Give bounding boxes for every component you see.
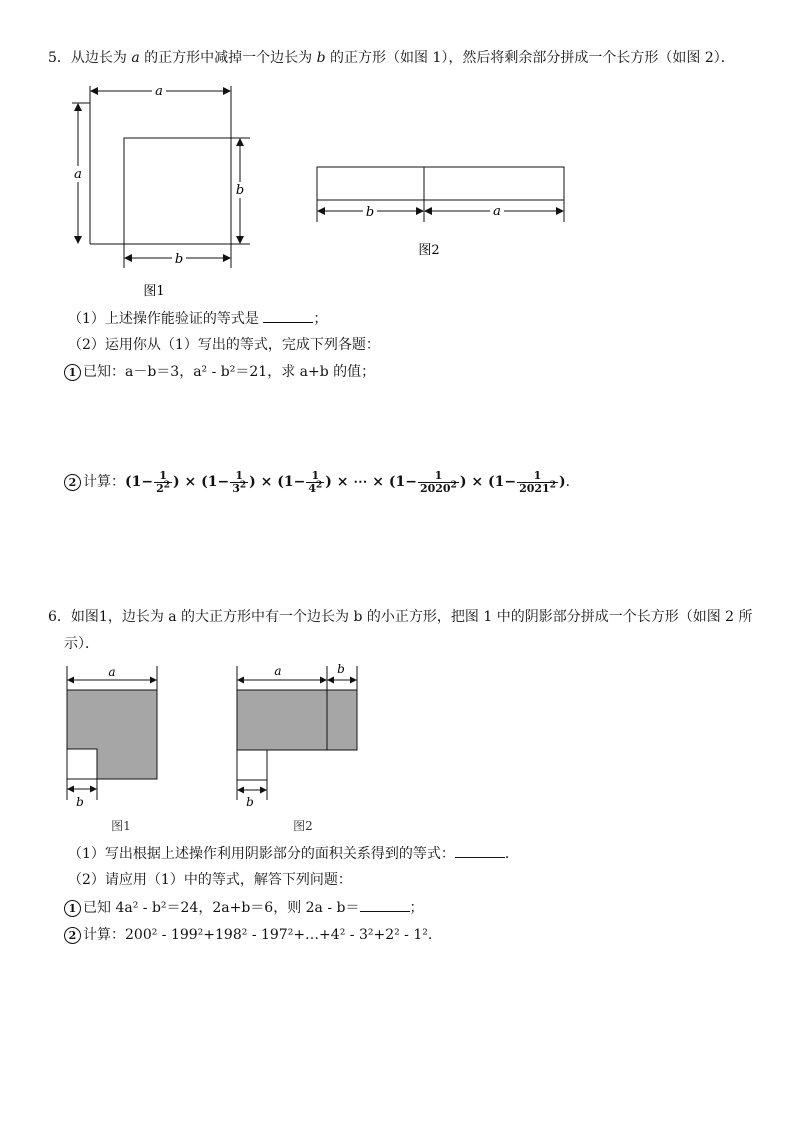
q6-fig2-label-b-top: b <box>337 662 345 676</box>
q5-sub2: （2）运用你从（1）写出的等式，完成下列各题： <box>68 337 380 353</box>
q5-intro: 5．从边长为 a 的正方形中减掉一个边长为 b 的正方形（如图 1），然后将剩余部分拼成一个长方形（如图 2）． <box>48 50 735 66</box>
q6-figure2 <box>230 660 370 840</box>
q6-item1-marker: 1 <box>64 900 81 917</box>
q6-fig1-label-a: a <box>108 665 116 679</box>
q6-figure1 <box>60 660 170 840</box>
q5-sub1-blank[interactable] <box>263 308 313 323</box>
q6-intro-line2: 示）． <box>64 636 99 652</box>
q5-frac-3: $\frac{1}{4^2}$ <box>308 468 323 495</box>
q5-fig2-caption: 图2 <box>418 243 440 258</box>
q6-sub1: （1）写出根据上述操作利用阴影部分的面积关系得到的等式： ． <box>68 843 519 864</box>
q5-fig1-label-b-right: b <box>235 183 245 198</box>
q6-fig2-label-b-bottom: b <box>246 795 254 809</box>
q5-figure2 <box>310 160 580 265</box>
q5-item1-marker: 1 <box>64 364 81 381</box>
q5-frac-4: $\frac{1}{2020^2}$ <box>419 468 457 495</box>
q6-fig1-label-b: b <box>76 795 84 809</box>
q6-intro-line1: 6．如图1，边长为 a 的大正方形中有一个边长为 b 的小正方形，把图 1 中的阴影部分拼成一个长方形（如图 2 所 <box>48 609 753 625</box>
q5-fig1-caption: 图1 <box>143 284 165 299</box>
q6-fig2-label-a: a <box>274 664 282 678</box>
q5-fig1-label-a-top: a <box>155 84 163 99</box>
q6-fig2-caption: 图2 <box>293 819 313 833</box>
q6-item2-marker: 2 <box>64 927 81 944</box>
q5-sub1: （1）上述操作能验证的等式是 ； <box>68 308 327 329</box>
q6-fig1-caption: 图1 <box>111 819 131 833</box>
q6-item1-blank[interactable] <box>360 897 410 912</box>
q5-frac-1: $\frac{1}{2^2}$ <box>156 468 171 495</box>
q6-sub2: （2）请应用（1）中的等式，解答下列问题： <box>68 872 352 888</box>
q6-item2: 2 计算：200² - 199²+198² - 197²+…+4² - 3²+2² - 1². <box>64 925 432 945</box>
q5-item1: 1 已知：a－b＝3，a² - b²＝21，求 a+b 的值； <box>64 362 375 382</box>
q5-figure1 <box>60 76 260 306</box>
q5-frac-5: $\frac{1}{2021^2}$ <box>519 468 556 495</box>
q5-fig1-label-b-bottom: b <box>174 252 184 267</box>
q5-fig1-label-a-left: a <box>74 167 82 182</box>
q6-item1: 1 已知 4a² - b²＝24，2a+b＝6，则 2a - b＝ ； <box>64 897 424 918</box>
q5-item2-marker: 2 <box>64 474 81 491</box>
q5-fig2-label-a: a <box>493 204 501 219</box>
q5-item2: 2 计算：(1− $\frac{1}{2^2}$ ) × (1− $\frac{1}{3^2}$ ) × (1− $\frac{1}{4^2}$ ) × ⋯ × (1− $\frac{1}{2020^2}$ ) × (1− $\frac{1}{2021^2}$ )． <box>64 466 580 498</box>
q5-fig2-label-b: b <box>365 205 375 220</box>
q6-sub1-blank[interactable] <box>455 843 505 858</box>
q5-frac-2: $\frac{1}{3^2}$ <box>232 468 247 495</box>
